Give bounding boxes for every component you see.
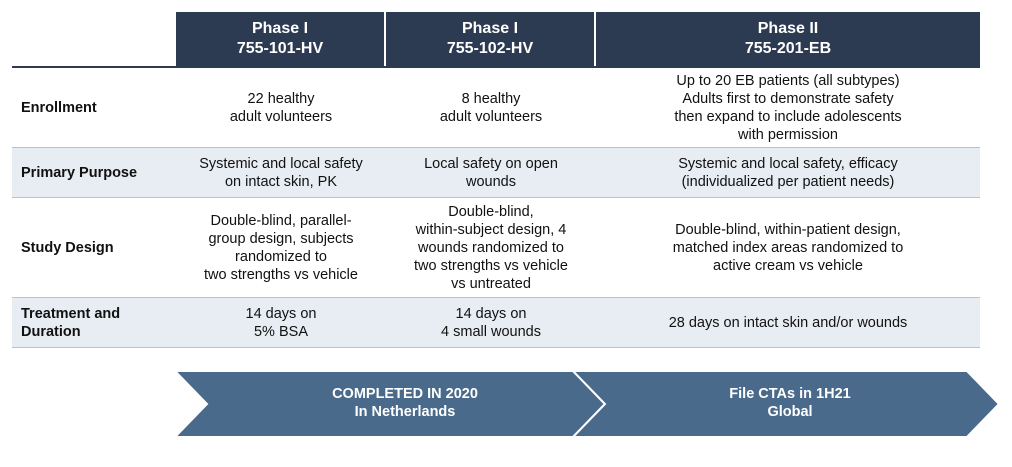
row-label: Primary Purpose xyxy=(21,164,138,181)
header-phase-1a xyxy=(176,12,386,66)
timeline-arrows xyxy=(175,371,1001,437)
row-label: Enrollment xyxy=(21,99,97,116)
row-study-design xyxy=(12,198,980,298)
header-title: Phase I xyxy=(461,20,519,37)
table-cell: Double-blind, parallel- group design, subjects randomized to two strengths vs vehicle xyxy=(204,212,358,283)
table-cell: 14 days on 5% BSA xyxy=(245,305,317,340)
table-cell: Double-blind, within-patient design, matched index areas randomized to active cream vs vehicle xyxy=(672,221,904,274)
header-code: 755-102-HV xyxy=(446,40,534,57)
table-cell: 14 days on 4 small wounds xyxy=(441,305,541,340)
header-phase-2 xyxy=(596,12,980,66)
row-label: Treatment and Duration xyxy=(21,305,121,340)
table-cell: Local safety on open wounds xyxy=(424,155,558,190)
header-title: Phase I xyxy=(251,20,309,37)
header-title: Phase II xyxy=(757,20,819,37)
row-label: Study Design xyxy=(21,239,114,256)
table-cell: 28 days on intact skin and/or wounds xyxy=(668,314,908,331)
table-cell: 8 healthy adult volunteers xyxy=(439,90,543,125)
trial-comparison-table xyxy=(12,12,980,348)
table-cell: Systemic and local safety, efficacy (individualized per patient needs) xyxy=(678,155,898,190)
header-row xyxy=(12,12,980,66)
row-treatment-duration xyxy=(12,298,980,348)
row-enrollment xyxy=(12,68,980,148)
row-primary-purpose xyxy=(12,148,980,198)
table-cell: Double-blind, within-subject design, 4 wounds randomized to two strengths vs vehicle vs untreated xyxy=(414,203,568,292)
table-cell: Systemic and local safety on intact skin, PK xyxy=(199,155,363,190)
header-code: 755-201-EB xyxy=(744,40,832,57)
header-spacer xyxy=(12,12,176,66)
arrow-completed-label: COMPLETED IN 2020 In Netherlands xyxy=(332,386,478,420)
header-code: 755-101-HV xyxy=(236,40,324,57)
header-phase-1b xyxy=(386,12,596,66)
table-cell: Up to 20 EB patients (all subtypes) Adults first to demonstrate safety then expand to include adolescents with permission xyxy=(674,72,902,143)
arrow-file-ctas-label: File CTAs in 1H21 Global xyxy=(729,386,851,420)
table-cell: 22 healthy adult volunteers xyxy=(229,90,333,125)
